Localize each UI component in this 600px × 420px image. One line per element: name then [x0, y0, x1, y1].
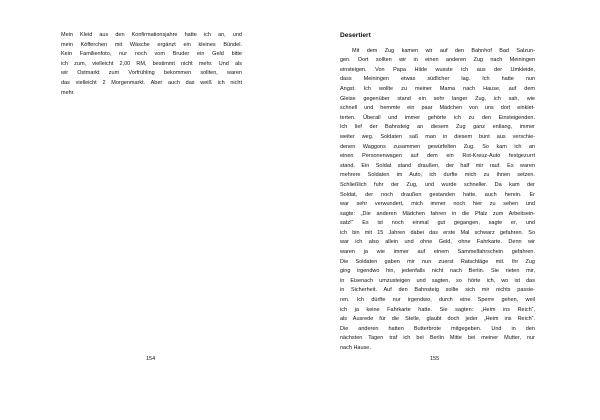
- text-line: Die anderen hatten Butterbrote mitgegeben. Und in den: [340, 325, 535, 332]
- text-line: das vielleicht 2 Morgenmarkt. Aber auch das weiß ich nicht: [61, 79, 242, 86]
- text-line: dass Meiningen etwas südlicher lag. Ich hatte nun: [340, 76, 535, 83]
- text-line: in Sicherheit. Auf den Bahnsteig sollte sich mir nichts passie-: [340, 287, 535, 294]
- text-line: schnell und hemmte ein paar Mädchen von uns dort einklet-: [340, 105, 535, 112]
- text-line: nach Hause.: [340, 345, 371, 351]
- text-line: ich zum, vielleicht 2,00 RM, bestimmt nicht mehr. Und als: [61, 60, 242, 67]
- text-line: war ich also allein und ohne Geld, ohne Fahrkarte. Denn wir: [340, 239, 535, 246]
- text-line: waren ja wie immer auf einem Sammelfahrschein gefahren.: [340, 249, 535, 256]
- text-line: ren. Ich dürfte nur irgendwo, durch eine Sperre gehen, weil: [340, 297, 535, 304]
- text-line: Mit dem Zug kamen wir auf den Bahnhof Bad Salzun-: [352, 47, 535, 54]
- text-line: Angst. Ich wollte zu meiner Mama nach Hause, auf dem: [340, 85, 535, 92]
- text-line: nächsten Tagen traf ich bei Berlin Mitte bei meiner Mutter, nur: [340, 335, 535, 342]
- left-text-column: [61, 31, 242, 98]
- text-line: war sehr verwundert, mich immer noch hier zu sehen und: [340, 201, 535, 208]
- text-line: Ich lief der Bahnsteig an diesem Zug ganz entlang, immer: [340, 124, 535, 131]
- text-line: Soldat, der noch draußen gestanden hatte, auch herein. Er: [340, 191, 535, 198]
- text-line: ging irgendwo hin, jedenfalls nicht nach Berlin. Sie rieten mir,: [340, 268, 535, 275]
- text-line: als Ausrede für die Stelle, glaubt doch jeder „Heim ins Reich“.: [340, 316, 535, 323]
- text-line: Mein Kleid aus den Konfirmationsjahre hatte ich an, und: [61, 32, 242, 38]
- text-line: ich bin mit 15 Jahren dabei das erste Mal schwarz gefahren. So: [340, 229, 535, 236]
- chapter-paragraph: [340, 47, 535, 354]
- text-line: einsteigen. Von Papa Hilde wusste ich aus der Umkleide,: [340, 66, 535, 73]
- text-line: Schließlich fuhr der Zug, und wurde schneller. Da kam der: [340, 181, 535, 188]
- text-line: ich ja keine Fahrkarte hatte. Sie sagten: „Heim ins Reich“,: [340, 306, 535, 313]
- text-line: gen. Dort sollten wir in einen anderen Zug nach Meiningen: [340, 57, 535, 64]
- text-line: Gleise gegenüber stand ein sehr langer Zug, ich sah, wie: [340, 95, 535, 102]
- text-line: wir Ostmarkt zum Vorfrühling bekommen sollten, waren: [61, 70, 242, 77]
- right-page: [300, 0, 600, 420]
- text-line: mehrere Soldaten im Auto, ich durfte mich zu ihnen setzen.: [340, 172, 535, 179]
- text-line: terten. Überall und immer gehörte ich zu den Einsteigenden.: [340, 114, 535, 121]
- text-line: weiter weg. Soldaten saß man in diesem bunt aus verschie-: [340, 133, 535, 140]
- right-page-number: 155: [430, 356, 440, 362]
- left-page-number: 154: [146, 356, 156, 362]
- text-line: Die Soldaten gaben mir nun zuerst Ratschläge mit. Ihr Zug: [340, 258, 535, 265]
- chapter-heading: Desertiert: [340, 32, 371, 39]
- text-line: mehr.: [61, 89, 75, 96]
- text-line: sagte: „Die anderen Mädchen fahren in die Pfalz zum Arbeitsein-: [340, 210, 535, 217]
- text-line: satz!“ Es ist noch einmal gut gegangen, sagte er, und: [340, 220, 535, 227]
- text-line: in Eisenach umzusteigen und sagten, so hörte ich, wo ist das: [340, 277, 535, 284]
- text-line: einen Personenwagen auf dem ein Rot-Kreuz-Auto festgezurrt: [340, 153, 535, 160]
- text-line: stand. Ein Soldat stand draußen, der half mir rauf. Es waren: [340, 162, 535, 169]
- text-line: Kein Familienfoto, nur noch vom Bruder ein Geld bitte: [61, 51, 242, 58]
- text-line: mein Köfferchen mit Wäsche ergänzt ein kleines Bündel.: [61, 41, 242, 48]
- text-line: denen Waggons zusammen gewürfelten Zug. So kam ich an: [340, 143, 535, 150]
- right-text-column: [340, 31, 535, 354]
